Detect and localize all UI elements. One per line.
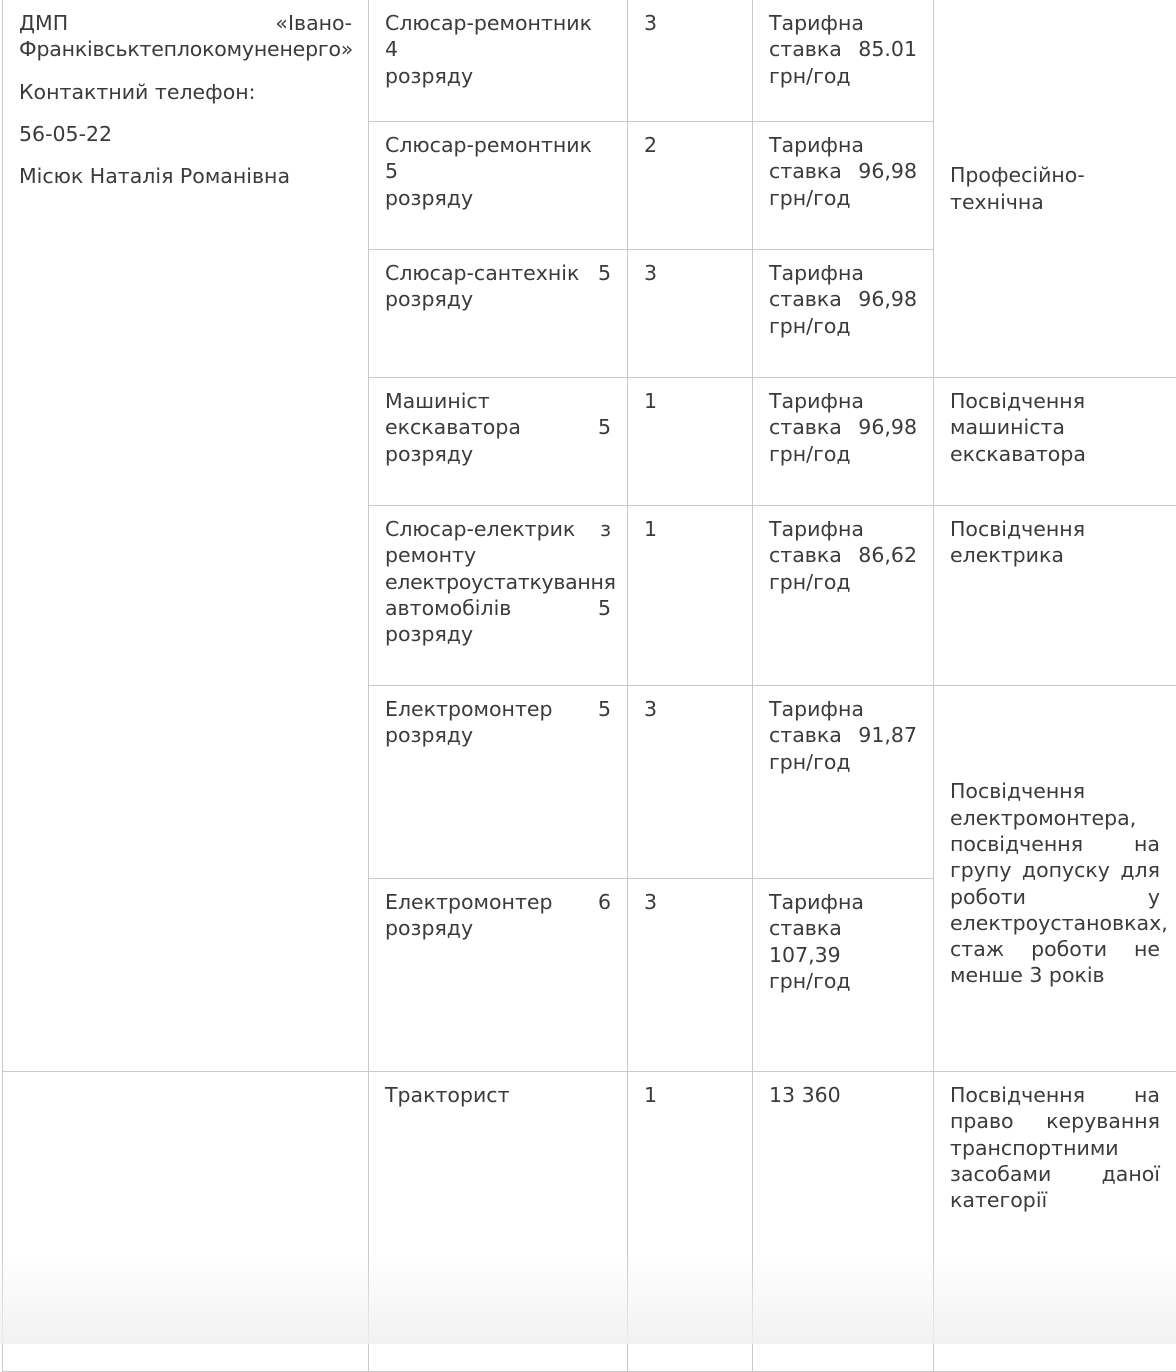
count-cell: 3 <box>628 250 753 378</box>
employer-name-quoted-part1: «Івано- <box>275 11 352 35</box>
pay-cell: Тарифна ставка 96,98 грн/год <box>753 378 934 506</box>
count-cell: 1 <box>628 1072 753 1372</box>
position-cell: Слюсар-електрик з ремонту електроустаткування автомобілів 5 розряду <box>369 506 628 686</box>
count-cell: 3 <box>628 879 753 1072</box>
requirements-cell: Посвідчення на право керування транспортними засобами даної категорії <box>934 1072 1176 1372</box>
position-cell: Слюсар-ремонтник 4 розряду <box>369 0 628 122</box>
position-cell: Слюсар-сантехнік 5 розряду <box>369 250 628 378</box>
count-cell: 1 <box>628 378 753 506</box>
table-row <box>3 1072 1176 1372</box>
count-cell: 3 <box>628 0 753 122</box>
employer-name-quoted-part2: Франківськтеплокомуненерго» <box>19 36 352 62</box>
requirements-cell: Посвідчення електрика <box>934 506 1176 686</box>
pay-cell: 13 360 <box>753 1072 934 1372</box>
contact-phone: 56-05-22 <box>19 121 352 147</box>
count-cell: 3 <box>628 686 753 879</box>
employer-cell <box>3 0 369 1072</box>
position-cell: Слюсар-ремонтник 5 розряду <box>369 122 628 250</box>
count-cell: 1 <box>628 506 753 686</box>
pay-cell: Тарифна ставка 107,39 грн/год <box>753 879 934 1072</box>
position-cell: Електромонтер 6 розряду <box>369 879 628 1072</box>
pay-cell: Тарифна ставка 86,62 грн/год <box>753 506 934 686</box>
employer-name <box>19 10 352 63</box>
vacancies-table <box>2 0 1176 1372</box>
contact-label: Контактний телефон: <box>19 79 352 105</box>
pay-cell: Тарифна ставка 91,87 грн/год <box>753 686 934 879</box>
count-cell: 2 <box>628 122 753 250</box>
pay-cell: Тарифна ставка 96,98 грн/год <box>753 122 934 250</box>
pay-cell: Тарифна ставка 85.01 грн/год <box>753 0 934 122</box>
requirements-cell: Посвідчення електромонтера, посвідчення на групу допуску для роботи у електроустановках, стаж роботи не менше 3 років <box>934 686 1176 1072</box>
table-row <box>3 0 1176 122</box>
pay-cell: Тарифна ставка 96,98 грн/год <box>753 250 934 378</box>
contact-person: Місюк Наталія Романівна <box>19 163 352 189</box>
requirements-cell: Професійно- технічна <box>934 0 1176 378</box>
position-cell: Електромонтер 5 розряду <box>369 686 628 879</box>
requirements-cell: Посвідчення машиніста екскаватора <box>934 378 1176 506</box>
employer-name-prefix: ДМП <box>19 11 68 35</box>
employer-cell-empty <box>3 1072 369 1372</box>
position-cell: Тракторист <box>369 1072 628 1372</box>
position-cell: Машиніст екскаватора 5 розряду <box>369 378 628 506</box>
